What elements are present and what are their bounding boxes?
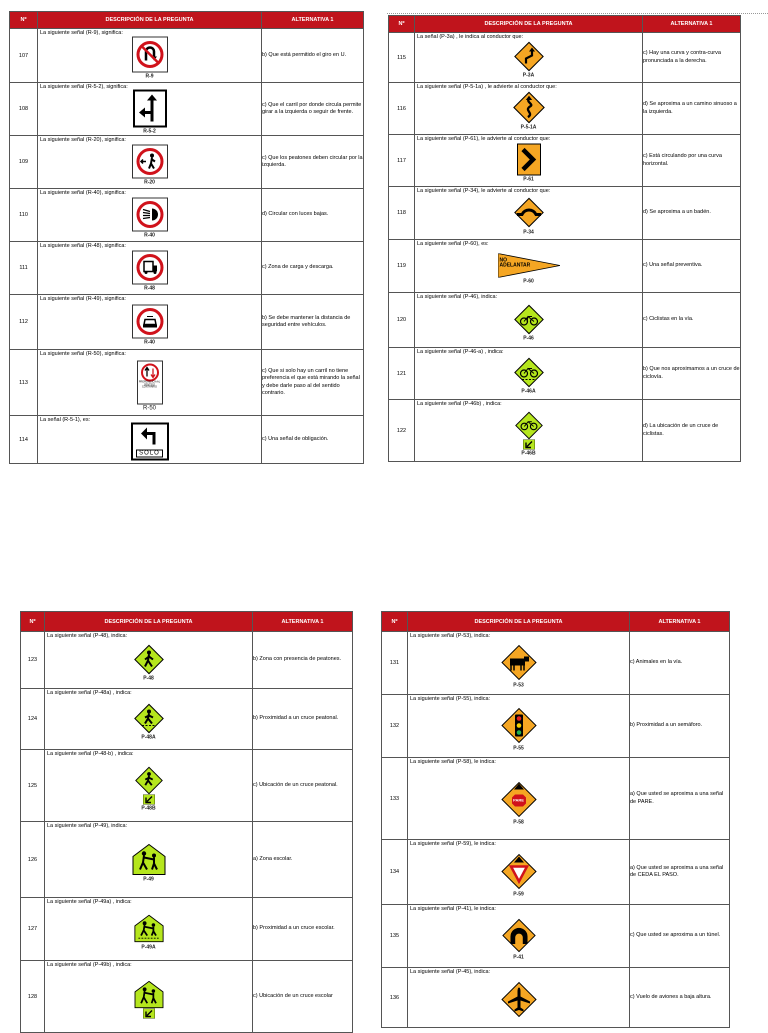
sign-code: R-48 — [144, 285, 155, 292]
table-row — [389, 33, 741, 83]
question-cell — [408, 840, 630, 905]
col-header-description: DESCRIPCIÓN DE LA PREGUNTA — [408, 612, 630, 632]
sign-code: P-34 — [523, 229, 534, 236]
question-number: 118 — [389, 187, 415, 240]
table-row — [10, 29, 364, 83]
traffic-light-sign-icon — [500, 707, 538, 745]
answer-text: c) Zona de carga y descarga. — [262, 242, 364, 295]
question-number: 117 — [389, 135, 415, 187]
sign-code: P-60 — [523, 278, 534, 285]
pedestrian-crossing-sign-icon — [134, 704, 164, 734]
question-text: La siguiente señal (P-55), indica: — [410, 696, 491, 702]
question-cell — [38, 242, 262, 295]
col-header-description: DESCRIPCIÓN DE LA PREGUNTA — [45, 612, 253, 632]
low-beam-sign-icon — [132, 197, 168, 231]
chevron-sign-icon — [517, 144, 541, 176]
question-cell — [408, 968, 630, 1028]
question-number: 126 — [21, 822, 45, 898]
sign-code: P-46B — [521, 450, 536, 457]
table-row — [389, 83, 741, 135]
question-table-1 — [9, 11, 364, 464]
question-number: 132 — [382, 695, 408, 758]
question-text: La siguiente señal (P-48a) , indica: — [47, 690, 132, 696]
col-header-number: Nº — [10, 12, 38, 29]
col-header-answer: ALTERNATIVA 1 — [253, 612, 353, 632]
stop-ahead-sign-icon — [500, 780, 538, 818]
question-number: 120 — [389, 293, 415, 348]
question-text: La siguiente señal (P-41), le indica: — [410, 906, 496, 912]
sign-code: R-9 — [145, 73, 154, 80]
question-number: 122 — [389, 400, 415, 462]
answer-text: c) Que los peatones deben circular por la izquierda. — [262, 136, 364, 189]
question-cell — [415, 187, 643, 240]
answer-text: c) Está circulando por una curva horizontal. — [643, 135, 741, 187]
question-number: 114 — [10, 416, 38, 464]
question-text: La siguiente señal (P-58), le indica: — [410, 759, 496, 765]
table-row — [10, 350, 364, 416]
table-row — [21, 689, 353, 750]
table-row — [389, 348, 741, 400]
question-cell — [415, 135, 643, 187]
answer-text: c) Animales en la vía. — [630, 632, 730, 695]
question-cell — [45, 632, 253, 689]
no-u-turn-sign-icon — [132, 37, 168, 73]
table-row — [389, 400, 741, 462]
question-cell — [408, 695, 630, 758]
answer-text: c) Que usted se aproxima a un túnel. — [630, 905, 730, 968]
answer-text: b) Proximidad a un cruce escolar. — [253, 898, 353, 961]
question-text: La siguiente señal (P-45), indica: — [410, 969, 491, 975]
question-text: La siguiente señal (P-48-b) , indica: — [47, 751, 134, 757]
sign-code: P-46 — [523, 335, 534, 342]
question-number: 115 — [389, 33, 415, 83]
sign-code: R-40 — [144, 232, 155, 239]
question-number: 116 — [389, 83, 415, 135]
question-number: 113 — [10, 350, 38, 416]
reverse-curve-sign-icon — [514, 41, 544, 71]
question-text: La siguiente señal (P-46), indica: — [417, 294, 498, 300]
table-header-row — [389, 16, 741, 33]
cow-sign-icon — [500, 644, 538, 682]
table-header-row — [382, 612, 730, 632]
question-text: La señal (P-3a) , le indica al conductor que: — [417, 34, 524, 40]
answer-text: c) Una señal de obligación. — [262, 416, 364, 464]
solo-sign-text: SOLO — [136, 449, 163, 457]
school-zone-sign-icon — [132, 844, 166, 876]
col-header-description: DESCRIPCIÓN DE LA PREGUNTA — [38, 12, 262, 29]
question-text: La siguiente señal (R-49), significa: — [40, 296, 126, 302]
question-cell — [415, 348, 643, 400]
question-text: La siguiente señal (P-46-a) , indica: — [417, 349, 504, 355]
table-row — [382, 758, 730, 840]
question-cell — [38, 189, 262, 242]
table-header-row — [21, 612, 353, 632]
answer-text: a) Que usted se aproxima a una señal de PARE. — [630, 758, 730, 840]
sign-code: P-48 — [143, 675, 154, 682]
question-cell — [415, 33, 643, 83]
answer-text: b) Que está permitido el giro en U. — [262, 29, 364, 83]
question-table-3 — [20, 611, 353, 1033]
question-cell — [45, 750, 253, 822]
dip-sign-icon — [511, 196, 547, 228]
question-text: La siguiente señal (P-60), es: — [417, 241, 489, 247]
question-cell — [45, 961, 253, 1033]
question-number: 110 — [10, 189, 38, 242]
tunnel-sign-icon — [501, 918, 537, 954]
table-row — [10, 189, 364, 242]
question-cell — [38, 416, 262, 464]
sign-code: P-55 — [513, 745, 524, 752]
table-row — [10, 295, 364, 350]
table-row — [389, 293, 741, 348]
table-row — [21, 632, 353, 689]
table-row — [10, 83, 364, 136]
question-text: La señal (R-5-1), es: — [40, 417, 91, 423]
sign-code: P-48A — [141, 734, 156, 741]
question-number: 128 — [21, 961, 45, 1033]
question-cell — [38, 136, 262, 189]
pedestrian-sign-icon — [134, 644, 164, 674]
question-number: 112 — [10, 295, 38, 350]
question-cell — [45, 822, 253, 898]
question-number: 108 — [10, 83, 38, 136]
question-text: La siguiente señal (R-50), significa: — [40, 351, 126, 357]
table-row — [389, 135, 741, 187]
question-number: 127 — [21, 898, 45, 961]
table-row — [382, 695, 730, 758]
col-header-answer: ALTERNATIVA 1 — [630, 612, 730, 632]
question-table-4 — [381, 611, 730, 1028]
sign-code: P-53 — [513, 682, 524, 689]
answer-text: b) Proximidad a un cruce peatonal. — [253, 689, 353, 750]
no-pass-sign-text: NO ADELANTAR — [499, 257, 531, 269]
answer-text: b) Se debe mantener la distancia de seguridad entre vehículos. — [262, 295, 364, 350]
divider — [387, 13, 768, 14]
question-number: 121 — [389, 348, 415, 400]
question-cell — [408, 632, 630, 695]
sign-code: P-5-1A — [520, 124, 537, 131]
question-text: La siguiente señal (P-53), indica: — [410, 633, 491, 639]
table-row — [21, 822, 353, 898]
question-text: La siguiente señal (P-59), le indica: — [410, 841, 496, 847]
answer-text: c) Una señal preventiva. — [643, 240, 741, 293]
answer-text: c) Ubicación de un cruce escolar — [253, 961, 353, 1033]
table-row — [21, 898, 353, 961]
question-number: 111 — [10, 242, 38, 295]
question-text: La siguiente señal (R-9), significa: — [40, 30, 123, 36]
question-number: 123 — [21, 632, 45, 689]
question-number: 107 — [10, 29, 38, 83]
question-number: 135 — [382, 905, 408, 968]
sign-code: P-61 — [523, 176, 534, 183]
col-header-number: Nº — [21, 612, 45, 632]
answer-text: d) Se aproxima a un camino sinuoso a la izquierda. — [643, 83, 741, 135]
answer-text: c) Que el carril por donde circula permite girar a la izquierda o seguir de frente. — [262, 83, 364, 136]
sign-code: R-50 — [142, 405, 156, 412]
question-cell — [38, 295, 262, 350]
answer-text: c) Ubicación de un cruce peatonal. — [253, 750, 353, 822]
answer-text: b) Proximidad a un semáforo. — [630, 695, 730, 758]
answer-text: d) Se aproxima a un badén. — [643, 187, 741, 240]
yield-ahead-sign-icon — [500, 853, 538, 891]
question-number: 125 — [21, 750, 45, 822]
question-text: La siguiente señal (P-46b) , indica: — [417, 401, 502, 407]
sign-code: P-41 — [513, 954, 524, 961]
sign-code: P-49A — [141, 944, 156, 951]
sign-code: R-5-2 — [143, 128, 156, 135]
question-number: 109 — [10, 136, 38, 189]
table-row — [382, 968, 730, 1028]
question-number: 134 — [382, 840, 408, 905]
answer-text: c) Que si solo hay un carril no tiene preferencia el que está mirando la señal y debe darle paso al del sentido contrario. — [262, 350, 364, 416]
answer-text: b) Zona con presencia de peatones. — [253, 632, 353, 689]
question-text: La siguiente señal (P-49), indica: — [47, 823, 128, 829]
truck-loading-sign-icon — [132, 250, 168, 284]
answer-text: d) La ubicación de un cruce de ciclistas. — [643, 400, 741, 462]
sign-code: P-58 — [513, 819, 524, 826]
question-number: 119 — [389, 240, 415, 293]
col-header-number: Nº — [389, 16, 415, 33]
airplane-sign-icon — [500, 981, 538, 1019]
bicycle-sign-icon — [514, 304, 544, 334]
col-header-description: DESCRIPCIÓN DE LA PREGUNTA — [415, 16, 643, 33]
school-crossing-sign-icon — [134, 914, 164, 944]
table-row — [21, 750, 353, 822]
sign-code: P-49 — [143, 876, 154, 883]
table-header-row — [10, 12, 364, 29]
col-header-number: Nº — [382, 612, 408, 632]
table-row — [382, 632, 730, 695]
question-cell — [415, 240, 643, 293]
sign-code: P-48B — [141, 805, 156, 812]
question-cell — [415, 83, 643, 135]
question-text: La siguiente señal (R-40), significa: — [40, 190, 126, 196]
table-row — [389, 187, 741, 240]
question-cell — [45, 689, 253, 750]
bicycle-crossing-sign-icon — [514, 358, 544, 388]
arrow-down-left-plate-icon — [143, 1009, 155, 1019]
question-cell — [45, 898, 253, 961]
no-passing-pennant-sign-icon — [498, 253, 560, 277]
col-header-answer: ALTERNATIVA 1 — [643, 16, 741, 33]
table-row — [389, 240, 741, 293]
answer-text: a) Zona escolar. — [253, 822, 353, 898]
school-crossing-location-sign-icon — [134, 981, 164, 1009]
priority-oncoming-sign-icon — [137, 360, 163, 404]
question-text: La siguiente señal (P-5-1a) , le advierte al conductor que: — [417, 84, 557, 90]
question-text: La siguiente señal (P-49b) , indica: — [47, 962, 132, 968]
sign-code: R-20 — [144, 179, 155, 186]
question-cell — [38, 350, 262, 416]
sign-code: P-3A — [522, 72, 535, 79]
table-row — [10, 242, 364, 295]
question-number: 136 — [382, 968, 408, 1028]
pedestrians-left-sign-icon — [132, 144, 168, 178]
solo-turn-sign-icon — [131, 422, 169, 460]
question-cell — [415, 293, 643, 348]
answer-text: c) Vuelo de aviones a baja altura. — [630, 968, 730, 1028]
question-cell — [415, 400, 643, 462]
question-text: La siguiente señal (R-5-2), significa: — [40, 84, 128, 90]
answer-text: c) Hay una curva y contra-curva pronunciada a la derecha. — [643, 33, 741, 83]
stop-sign-text: PARE — [513, 797, 524, 803]
sign-code: R-40 — [144, 339, 155, 346]
bicycle-crossing-location-sign-icon — [515, 411, 543, 439]
left-straight-arrow-sign-icon — [133, 89, 167, 127]
car-distance-sign-icon — [132, 304, 168, 338]
priority-sign-text: PREFERENCIA AL SENTIDO CONTRARIO — [138, 380, 161, 389]
question-number: 131 — [382, 632, 408, 695]
pedestrian-crossing-location-sign-icon — [135, 767, 163, 795]
answer-text: b) Que nos aproximamos a un cruce de ciclovía. — [643, 348, 741, 400]
sign-code: P-59 — [513, 891, 524, 898]
question-number: 124 — [21, 689, 45, 750]
question-text: La siguiente señal (R-48), significa: — [40, 243, 126, 249]
question-text: La siguiente señal (R-20), significa: — [40, 137, 126, 143]
col-header-answer: ALTERNATIVA 1 — [262, 12, 364, 29]
table-row — [10, 416, 364, 464]
answer-text: d) Circular con luces bajas. — [262, 189, 364, 242]
table-row — [382, 840, 730, 905]
question-number: 133 — [382, 758, 408, 840]
answer-text: a) Que usted se aproxima a una señal de CEDA EL PASO. — [630, 840, 730, 905]
question-cell — [408, 758, 630, 840]
table-row — [21, 961, 353, 1033]
question-cell — [38, 83, 262, 136]
arrow-down-left-plate-icon — [523, 439, 535, 449]
question-cell — [38, 29, 262, 83]
question-text: La siguiente señal (P-61), le advierte al conductor que: — [417, 136, 551, 142]
question-text: La siguiente señal (P-34), le advierte al conductor que: — [417, 188, 551, 194]
question-text: La siguiente señal (P-49a) , indica: — [47, 899, 132, 905]
winding-road-sign-icon — [513, 92, 545, 124]
question-table-2 — [388, 15, 741, 462]
answer-text: c) Ciclistas en la vía. — [643, 293, 741, 348]
question-text: La siguiente señal (P-48), indica: — [47, 633, 128, 639]
table-row — [382, 905, 730, 968]
arrow-down-left-plate-icon — [143, 795, 155, 805]
sign-code: P-46A — [521, 388, 536, 395]
question-cell — [408, 905, 630, 968]
table-row — [10, 136, 364, 189]
